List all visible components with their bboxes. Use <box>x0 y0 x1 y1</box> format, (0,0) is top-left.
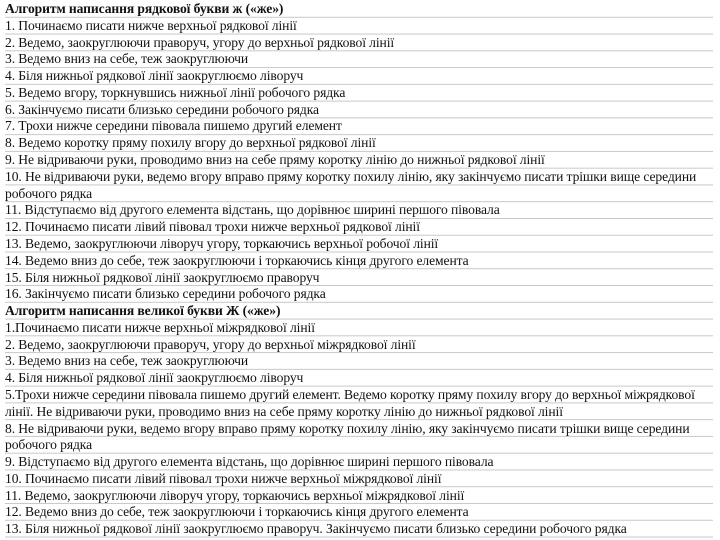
section1-step: 14. Ведемо вниз до себе, теж заокруглюючи і торкаючись кінця другого елемента <box>5 252 469 268</box>
section2-step: 4. Біля нижньої рядкової лінії заокруглюємо ліворуч <box>5 370 304 386</box>
document-body <box>5 1 713 538</box>
section2-step: 1.Починаємо писати нижче верхньої міжрядкової лінії <box>5 319 315 335</box>
section2-step: 8. Не відриваючи руки, ведемо вгору вправо пряму коротку похилу лінію, яку закінчуємо писати трішки вище середини робочого рядка <box>5 420 690 453</box>
section1-step: 7. Трохи нижче середини півовала пишемо другий елемент <box>5 118 342 134</box>
section2-step: 13. Біля нижньої рядкової лінії заокруглюємо праворуч. Закінчуємо писати близько середини робочого рядка <box>5 521 627 537</box>
section1-step: 10. Не відриваючи руки, ведемо вгору вправо пряму коротку похилу лінію, яку закінчуємо писати трішки вище середини робочого рядка <box>5 168 697 201</box>
section1-step: 8. Ведемо коротку пряму похилу вгору до верхньої рядкової лінії <box>5 135 376 151</box>
section1-step: 15. Біля нижньої рядкової лінії заокруглюємо праворуч <box>5 269 320 285</box>
section1-step: 3. Ведемо вниз на себе, теж заокруглюючи <box>5 51 249 67</box>
section1-step: 1. Починаємо писати нижче верхньої рядкової лінії <box>5 17 297 33</box>
section2-step: 11. Ведемо, заокруглюючи ліворуч угору, торкаючись верхньої міжрядкової лінії <box>5 487 465 503</box>
section2-step: 10. Починаємо писати лівий півовал трохи нижче верхньої міжрядкової лінії <box>5 470 442 486</box>
section2-step: 9. Відступаємо від другого елемента відстань, що дорівнює ширині першого півовала <box>5 454 494 470</box>
section2-step: 5.Трохи нижче середини півовала пишемо другий елемент. Ведемо коротку пряму похилу вгору до верхньої міжрядкової лінії. Не відриваючи руки, проводимо вниз на себе пряму коротку лінію до нижньої рядкової лінії <box>5 386 695 419</box>
section1-step: 4. Біля нижньої рядкової лінії заокруглюємо ліворуч <box>5 68 304 84</box>
section1-step: 5. Ведемо вгору, торкнувшись нижньої лінії робочого рядка <box>5 84 346 100</box>
section1-title: Алгоритм написання рядкової букви ж («же») <box>5 1 284 16</box>
section1-step: 6. Закінчуємо писати близько середини робочого рядка <box>5 101 319 117</box>
section1-step: 11. Відступаємо від другого елемента відстань, що дорівнює ширині першого півовала <box>5 202 500 218</box>
section2-step: 3. Ведемо вниз на себе, теж заокруглюючи <box>5 353 249 369</box>
section1-step: 9. Не відриваючи руки, проводимо вниз на себе пряму коротку лінію до нижньої рядкової лінії <box>5 152 545 168</box>
section1-step: 12. Починаємо писати лівий півовал трохи нижче верхньої рядкової лінії <box>5 219 420 235</box>
section2-step: 12. Ведемо вниз до себе, теж заокруглюючи і торкаючись кінця другого елемента <box>5 504 469 520</box>
section1-step: 13. Ведемо, заокруглюючи ліворуч угору, торкаючись верхньої робочої лінії <box>5 235 439 251</box>
section2-title: Алгоритм написання великої букви Ж («же») <box>5 303 281 319</box>
section1-step: 2. Ведемо, заокруглюючи праворуч, угору до верхньої рядкової лінії <box>5 34 395 50</box>
section2-step: 2. Ведемо, заокруглюючи праворуч, угору до верхньої міжрядкової лінії <box>5 336 416 352</box>
section1-step: 16. Закінчуємо писати близько середини робочого рядка <box>5 286 326 302</box>
